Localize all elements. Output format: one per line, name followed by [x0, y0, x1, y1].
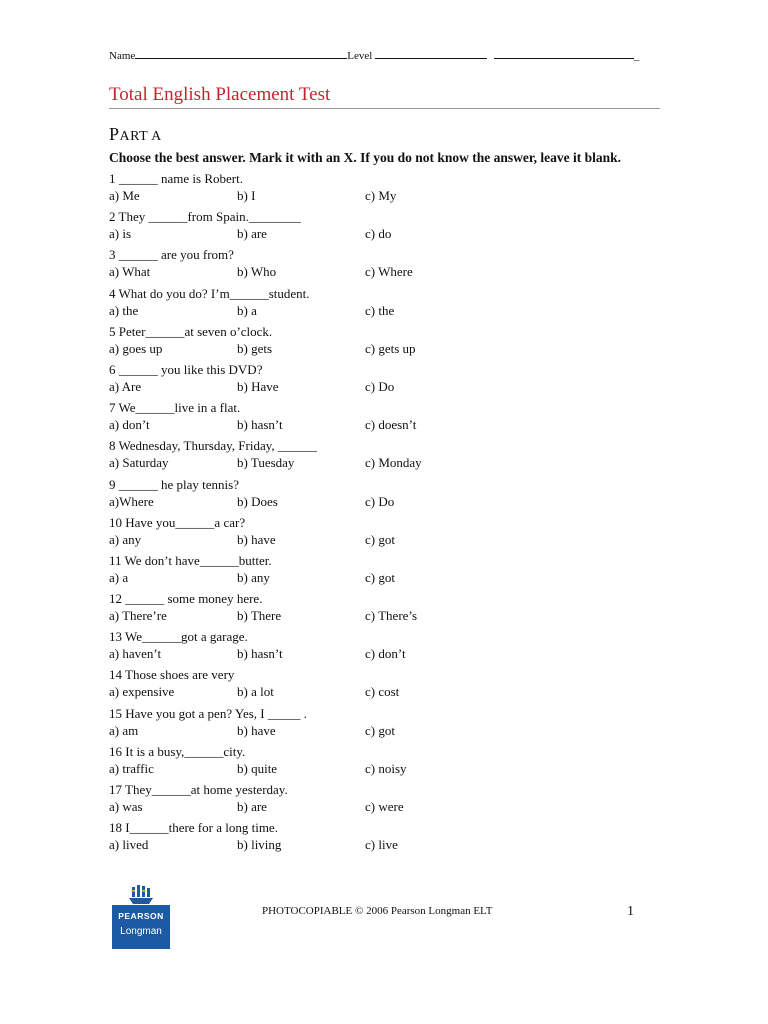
- answer-option-a[interactable]: a) is: [109, 226, 132, 242]
- answer-option-a[interactable]: a) traffic: [109, 760, 154, 776]
- answer-option-b[interactable]: b) any: [237, 569, 270, 585]
- question-stem: 10 Have you______a car?: [109, 514, 246, 530]
- answer-option-c[interactable]: c) Do: [365, 378, 395, 394]
- name-label: Name: [109, 50, 136, 62]
- answer-option-a[interactable]: a) Are: [109, 378, 142, 394]
- answer-option-a[interactable]: a) Me: [109, 188, 140, 203]
- answer-option-c[interactable]: c) live: [365, 837, 398, 853]
- question-stem: 7 We______live in a flat.: [109, 400, 241, 416]
- pearson-longman-logo: [112, 885, 170, 949]
- question-item: [109, 667, 669, 705]
- question-stem: 12 ______ some money here.: [109, 591, 263, 607]
- question-item: [109, 820, 669, 858]
- question-stem: 15 Have you got a pen? Yes, I _____ .: [109, 705, 307, 721]
- answer-option-b[interactable]: b) a lot: [237, 684, 274, 700]
- answer-option-c[interactable]: c) got: [365, 722, 395, 738]
- answer-option-c[interactable]: c) Monday: [365, 455, 422, 471]
- answer-option-b[interactable]: b) gets: [237, 340, 273, 356]
- question-item: [109, 515, 669, 553]
- answer-option-b[interactable]: b) Tuesday: [237, 455, 295, 471]
- answer-option-b[interactable]: b) Have: [237, 378, 279, 394]
- name-blank: [135, 48, 347, 59]
- question-stem: 2 They ______from Spain.________: [109, 209, 301, 225]
- question-list: [109, 171, 669, 858]
- answer-option-b[interactable]: b) have: [237, 722, 276, 738]
- answer-option-a[interactable]: a) goes up: [109, 340, 163, 356]
- answer-option-c[interactable]: c) got: [365, 569, 395, 585]
- answer-option-c[interactable]: c) gets up: [365, 340, 416, 356]
- answer-option-b[interactable]: b) There: [237, 608, 282, 624]
- answer-option-a[interactable]: a) was: [109, 799, 143, 814]
- answer-option-a[interactable]: a)Where: [109, 493, 154, 509]
- question-item: [109, 247, 669, 285]
- answer-option-a[interactable]: a) any: [109, 531, 142, 547]
- answer-option-a[interactable]: a) am: [109, 722, 139, 738]
- logo-text-pearson: PEARSON: [118, 911, 164, 921]
- question-stem: 8 Wednesday, Thursday, Friday, ______: [109, 438, 317, 454]
- question-item: [109, 591, 669, 629]
- level-blank: [375, 48, 487, 59]
- part-heading: [109, 124, 162, 145]
- answer-option-c[interactable]: c) Where: [365, 264, 413, 280]
- extra-blank: [494, 48, 634, 59]
- answer-option-a[interactable]: a) Saturday: [109, 455, 169, 471]
- instructions: Choose the best answer. Mark it with an X. If you do not know the answer, leave it blank.: [109, 150, 622, 165]
- answer-option-a[interactable]: a) the: [109, 302, 139, 318]
- answer-option-b[interactable]: b) are: [237, 799, 267, 814]
- answer-option-c[interactable]: c) were: [365, 799, 404, 814]
- answer-option-b[interactable]: b) I: [237, 188, 256, 203]
- question-stem: 14 Those shoes are very: [109, 667, 235, 683]
- question-item: [109, 629, 669, 667]
- answer-option-a[interactable]: a) haven’t: [109, 646, 162, 662]
- question-stem: 18 I______there for a long time.: [109, 820, 278, 836]
- question-stem: 4 What do you do? I’m______student.: [109, 285, 310, 301]
- answer-option-b[interactable]: b) quite: [237, 760, 278, 776]
- answer-option-a[interactable]: a) lived: [109, 837, 149, 853]
- question-item: [109, 477, 669, 515]
- logo-box: [112, 905, 170, 949]
- answer-option-a[interactable]: a) There’re: [109, 608, 167, 624]
- copyright-footer: PHOTOCOPIABLE © 2006 Pearson Longman ELT: [262, 905, 493, 917]
- question-stem: 9 ______ he play tennis?: [109, 476, 239, 492]
- question-item: [109, 362, 669, 400]
- question-stem: 13 We______got a garage.: [109, 629, 248, 645]
- part-heading-initial: P: [109, 124, 120, 144]
- answer-option-b[interactable]: b) have: [237, 531, 276, 547]
- answer-option-c[interactable]: c) don’t: [365, 646, 406, 662]
- question-item: [109, 171, 669, 209]
- answer-option-a[interactable]: a) a: [109, 569, 129, 585]
- logo-text-longman: Longman: [120, 926, 162, 937]
- answer-option-c[interactable]: c) got: [365, 531, 395, 547]
- question-stem: 16 It is a busy,______city.: [109, 743, 246, 759]
- answer-option-b[interactable]: b) living: [237, 837, 282, 853]
- answer-option-c[interactable]: c) noisy: [365, 760, 407, 776]
- answer-option-b[interactable]: b) hasn’t: [237, 646, 283, 662]
- question-item: [109, 706, 669, 744]
- question-stem: 3 ______ are you from?: [109, 247, 234, 263]
- question-stem: 11 We don’t have______butter.: [109, 552, 272, 568]
- question-stem: 6 ______ you like this DVD?: [109, 361, 263, 377]
- answer-option-b[interactable]: b) hasn’t: [237, 417, 283, 433]
- answer-option-c[interactable]: c) do: [365, 226, 392, 242]
- question-item: [109, 324, 669, 362]
- question-item: [109, 782, 669, 820]
- question-item: [109, 744, 669, 782]
- answer-option-c[interactable]: c) There’s: [365, 608, 418, 624]
- part-heading-rest: ART A: [119, 129, 162, 144]
- question-stem: 17 They______at home yesterday.: [109, 782, 288, 797]
- level-label: Level: [347, 50, 373, 62]
- page-number: 1: [627, 904, 634, 919]
- answer-option-c[interactable]: c) cost: [365, 684, 400, 700]
- answer-option-b[interactable]: b) a: [237, 302, 257, 318]
- answer-option-c[interactable]: c) doesn’t: [365, 417, 417, 433]
- answer-option-b[interactable]: b) Does: [237, 493, 278, 509]
- header-fields: [109, 48, 639, 62]
- question-stem: 1 ______ name is Robert.: [109, 171, 243, 186]
- question-item: [109, 400, 669, 438]
- question-stem: 5 Peter______at seven o’clock.: [109, 323, 273, 339]
- answer-option-a[interactable]: a) don’t: [109, 417, 150, 433]
- question-item: [109, 209, 669, 247]
- answer-option-b[interactable]: b) Who: [237, 264, 277, 280]
- answer-option-b[interactable]: b) are: [237, 226, 267, 242]
- answer-option-c[interactable]: c) Do: [365, 493, 395, 509]
- question-item: [109, 438, 669, 476]
- question-item: [109, 553, 669, 591]
- question-item: [109, 286, 669, 324]
- page-title: Total English Placement Test: [109, 84, 660, 109]
- header-trailing: _: [633, 50, 640, 62]
- answer-option-c[interactable]: c) the: [365, 302, 395, 318]
- ship-icon: [128, 885, 154, 905]
- answer-option-a[interactable]: a) What: [109, 264, 151, 280]
- answer-option-c[interactable]: c) My: [365, 188, 397, 203]
- answer-option-a[interactable]: a) expensive: [109, 684, 175, 700]
